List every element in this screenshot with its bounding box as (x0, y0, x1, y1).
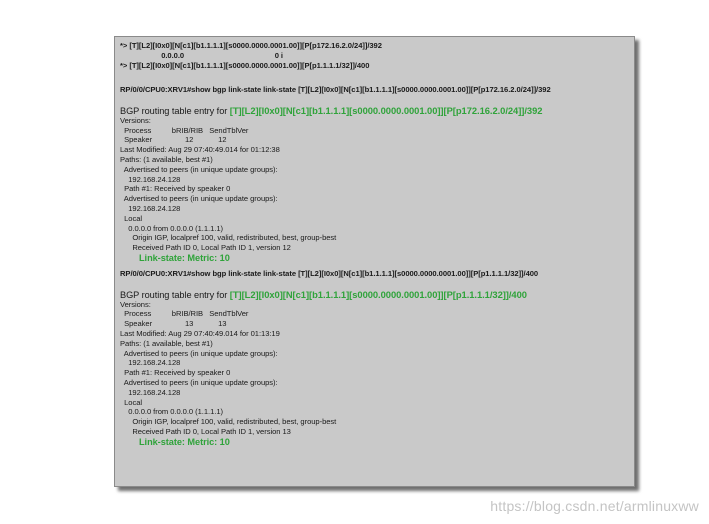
table-entry-header-2 (120, 289, 634, 300)
table-entry-nlri: [T][L2][I0x0][N[c1][b1.1.1.1][s0000.0000.0001.00]][P[p172.16.2.0/24]]/392 (229, 104, 543, 116)
advertised-label: Advertised to peers (in unique update groups): (120, 164, 278, 174)
advertised-label: Advertised to peers (in unique update groups): (120, 348, 278, 358)
table-entry-header-1 (120, 105, 634, 116)
path-received-id: Received Path ID 0, Local Path ID 1, version 12 (120, 243, 291, 253)
versions-row: Speaker 13 13 (120, 319, 227, 329)
path-received: Path #1: Received by speaker 0 (120, 368, 231, 378)
versions-header: Process bRIB/RIB SendTblVer (120, 125, 249, 135)
link-state-metric: Link-state: Metric: 10 (139, 436, 230, 447)
table-entry-prefix: BGP routing table entry for (120, 289, 230, 300)
versions-label: Versions: (120, 115, 151, 125)
local-label: Local (120, 397, 143, 407)
local-label: Local (120, 213, 143, 223)
versions-row: Speaker 12 12 (120, 135, 227, 145)
last-modified: Last Modified: Aug 29 07:40:49.014 for 01:12:38 (120, 145, 280, 155)
watermark-url: https://blog.csdn.net/armlinuxww (490, 498, 699, 514)
table-entry-nlri: [T][L2][I0x0][N[c1][b1.1.1.1][s0000.0000.0001.00]][P[p1.1.1.1/32]]/400 (229, 288, 527, 300)
advertised-peer: 192.168.24.128 (120, 174, 181, 184)
route-line-2: *> [T][L2][I0x0][N[c1][b1.1.1.1][s0000.0000.0001.00]][P[p1.1.1.1/32]]/400 (120, 60, 370, 70)
advertised-label: Advertised to peers (in unique update groups): (120, 194, 278, 204)
path-received-id: Received Path ID 0, Local Path ID 1, version 13 (120, 426, 291, 436)
versions-label: Versions: (120, 299, 151, 309)
path-origin: Origin IGP, localpref 100, valid, redistributed, best, group-best (120, 417, 337, 427)
path-from: 0.0.0.0 from 0.0.0.0 (1.1.1.1) (120, 407, 223, 417)
advertised-peer: 192.168.24.128 (120, 387, 181, 397)
paths-summary: Paths: (1 available, best #1) (120, 338, 213, 348)
paths-summary: Paths: (1 available, best #1) (120, 154, 213, 164)
link-state-metric: Link-state: Metric: 10 (139, 252, 230, 263)
command-line-1: RP/0/0/CPU0:XRV1#show bgp link-state link-state [T][L2][I0x0][N[c1][b1.1.1.1][s0000.0000.0001.00]][P[p172.16.2.0/24]]/392 (120, 85, 551, 95)
route-line-1: *> [T][L2][I0x0][N[c1][b1.1.1.1][s0000.0000.0001.00]][P[p172.16.2.0/24]]/392 (120, 41, 382, 50)
versions-header: Process bRIB/RIB SendTblVer (120, 309, 249, 319)
advertised-peer: 192.168.24.128 (120, 203, 181, 213)
path-from: 0.0.0.0 from 0.0.0.0 (1.1.1.1) (120, 223, 223, 233)
route-nexthop-line: 0.0.0.0 0 i (120, 50, 283, 60)
path-received: Path #1: Received by speaker 0 (120, 184, 231, 194)
table-entry-prefix: BGP routing table entry for (120, 105, 230, 116)
command-line-2: RP/0/0/CPU0:XRV1#show bgp link-state link-state [T][L2][I0x0][N[c1][b1.1.1.1][s0000.0000.0001.00]][P[p1.1.1.1/32]]/400 (120, 268, 539, 278)
advertised-label: Advertised to peers (in unique update groups): (120, 377, 278, 387)
cli-output-panel (114, 36, 635, 487)
advertised-peer: 192.168.24.128 (120, 358, 181, 368)
path-origin: Origin IGP, localpref 100, valid, redistributed, best, group-best (120, 233, 337, 243)
last-modified: Last Modified: Aug 29 07:40:49.014 for 01:13:19 (120, 328, 280, 338)
